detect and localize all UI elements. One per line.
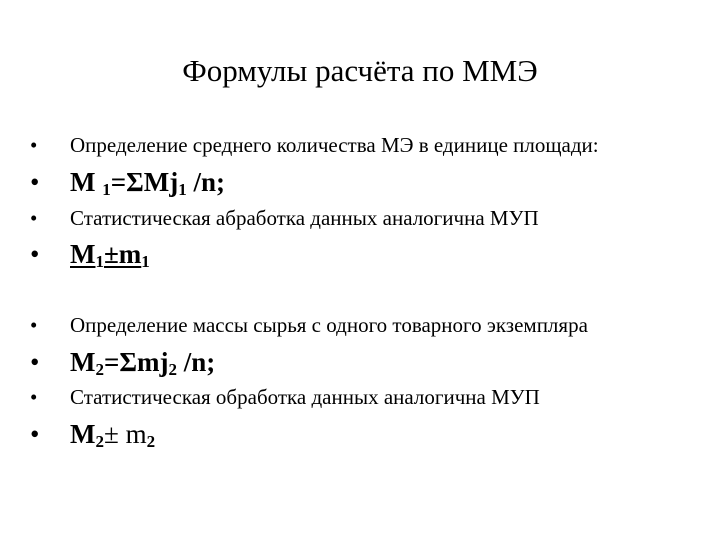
bullet-item-statistics-1	[30, 205, 710, 231]
bullet-text: Статистическая обработка данных аналогична МУП	[70, 385, 540, 409]
formula-part: m	[125, 419, 147, 449]
formula-part: M	[70, 239, 96, 269]
formula-part: /n;	[186, 167, 226, 197]
bullet-text: Определение среднего количества МЭ в единице площади:	[70, 133, 599, 157]
formula-subscript: 2	[146, 432, 156, 451]
bullet-icon: •	[30, 385, 38, 409]
formula-part: /n;	[177, 347, 216, 377]
formula-subscript: 1	[178, 180, 187, 199]
bullet-icon: •	[30, 167, 40, 197]
bullet-item-definition-count	[30, 132, 710, 158]
formula-subscript: 2	[168, 360, 178, 379]
formula-part: =ΣMj	[110, 167, 179, 197]
formula-mean-mass	[30, 346, 710, 378]
formula-part: M	[70, 347, 96, 377]
formula-m2-error	[30, 418, 710, 450]
bullet-text: Статистическая абработка данных аналогична МУП	[70, 206, 539, 230]
bullet-icon: •	[30, 206, 38, 230]
formula-part: ±	[103, 419, 126, 449]
formula-subscript: 1	[102, 180, 111, 199]
formula-part: M	[70, 419, 96, 449]
bullet-icon: •	[30, 239, 40, 269]
formula-subscript: 1	[95, 252, 104, 271]
bullet-icon: •	[30, 419, 40, 449]
bullet-text: Определение массы сырья с одного товарного экземпляра	[70, 313, 588, 337]
formula-mean-count	[30, 166, 710, 198]
slide-title: Формулы расчёта по ММЭ	[182, 53, 538, 88]
bullet-item-statistics-2	[30, 384, 710, 410]
formula-subscript: 2	[95, 360, 104, 379]
formula-part: ±m	[103, 239, 142, 269]
formula-subscript: 2	[95, 432, 104, 451]
bullet-icon: •	[30, 313, 38, 337]
bullet-item-definition-mass	[30, 312, 710, 338]
formula-subscript: 1	[141, 252, 150, 271]
formula-part: M	[70, 167, 103, 197]
formula-m1-error	[30, 238, 710, 270]
formula-part: =Σmj	[103, 347, 169, 377]
formula-underlined	[70, 239, 150, 269]
bullet-icon: •	[30, 347, 40, 377]
bullet-icon: •	[30, 133, 38, 157]
